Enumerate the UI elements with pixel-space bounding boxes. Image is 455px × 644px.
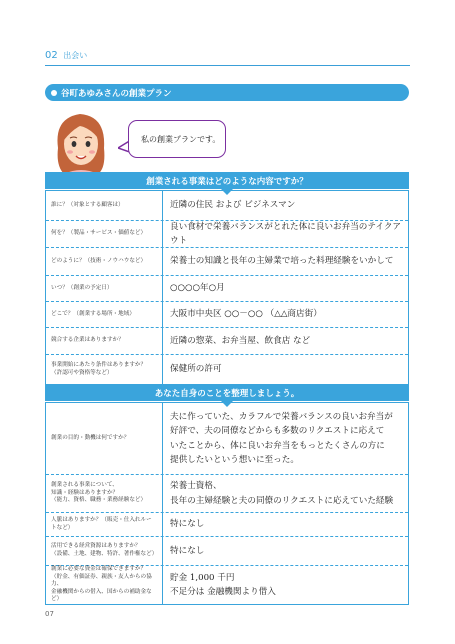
answer-line: 不足分は 金融機関より借入 xyxy=(170,587,276,597)
banner-business-content-label: 創業される事業はどのような内容ですか？ xyxy=(146,176,308,187)
table-row xyxy=(46,355,408,384)
question-note: （設備、土地、建物、特許、著作権など） xyxy=(51,551,158,557)
answer-line: 好評で、夫の同僚などからも多数のリクエストに応えて xyxy=(170,426,385,437)
answer-cell xyxy=(163,537,408,565)
banner-self-review xyxy=(45,384,409,401)
answer-text: 特になし xyxy=(170,519,205,530)
table-row xyxy=(46,221,408,248)
answer-text: 大阪市中央区 ○○－○○ （△△商店街） xyxy=(170,309,322,320)
question-text: 競合する企業はありますか？ xyxy=(51,337,124,344)
table-row xyxy=(46,248,408,276)
section-pill xyxy=(45,84,409,101)
answer-text: 近隣の惣菜、お弁当屋、飲食店 など xyxy=(170,335,311,346)
bullet-dot-icon xyxy=(51,90,57,96)
question-cell xyxy=(46,537,163,565)
question-cell xyxy=(46,403,163,474)
table-row xyxy=(46,537,408,566)
answer-cell xyxy=(163,328,408,354)
table-row xyxy=(46,328,408,355)
answer-cell xyxy=(163,475,408,512)
banner-business-content xyxy=(45,172,409,189)
question-cell xyxy=(46,276,163,301)
banner-self-review-label: あなた自身のことを整理しましょう。 xyxy=(154,388,300,399)
page-number: 07 xyxy=(45,610,54,618)
question-text: 事業開始にあたり条件はありますか？ xyxy=(51,361,147,368)
answer-line: 提供したいという想いに至った。 xyxy=(170,454,299,465)
chapter-number: 02 xyxy=(45,50,58,61)
answer-line: 貯金 1,000 千円 xyxy=(170,572,235,583)
answer-text: 近隣の住民 および ビジネスマン xyxy=(170,200,296,211)
question-cell xyxy=(46,191,163,220)
question-cell xyxy=(46,302,163,327)
question-text: 創業される事業について、 xyxy=(51,482,118,489)
woman-avatar-icon xyxy=(50,108,112,180)
section-pill-label: 谷町あゆみさんの創業プラン xyxy=(61,88,172,99)
answer-line: いたことから、体に良いお弁当をもっとたくさんの方に xyxy=(170,440,385,451)
question-note: （許認可や資格等など） xyxy=(51,369,113,376)
question-text: 創業に必要な資金は確保できますか？ xyxy=(51,566,147,573)
answer-text: 特になし xyxy=(170,545,205,556)
table-row xyxy=(46,302,408,328)
table-row xyxy=(46,276,408,302)
self-review-table xyxy=(45,402,409,605)
question-text: 創業の目的・動機は何ですか？ xyxy=(51,434,130,441)
question-text: 人脈はありますか？（販売・仕入れルートなど） xyxy=(51,516,152,531)
answer-text: 良い食材で栄養バランスがとれた体に良いお弁当のテイクアウト xyxy=(170,221,402,246)
question-note: （能力、資格、職務・業務経験など） xyxy=(51,497,147,504)
chapter-title: 出会い xyxy=(63,51,88,60)
table-row xyxy=(46,191,408,221)
question-text: どこで？（創業する場所・地域） xyxy=(51,310,135,317)
question-cell xyxy=(46,221,163,247)
header-rule xyxy=(45,65,410,66)
question-cell xyxy=(46,355,163,384)
question-text: 何を？（製品・サービス・価値など） xyxy=(51,230,147,237)
answer-text: 栄養士の知識と長年の主婦業で培った料理経験をいかして xyxy=(170,256,394,267)
question-text: 活用できる経営資源はありますか？ xyxy=(51,543,141,550)
answer-cell xyxy=(163,355,408,384)
page-header xyxy=(45,50,87,61)
question-cell xyxy=(46,328,163,354)
answer-cell xyxy=(163,276,408,301)
answer-cell xyxy=(163,221,408,247)
table-row xyxy=(46,566,408,604)
answer-cell xyxy=(163,403,408,474)
answer-line: 長年の主婦経験と夫の同僚のリクエストに応えていた経験 xyxy=(170,495,394,506)
question-text: どのように？（技術・ノウハウなど） xyxy=(51,257,147,264)
answer-cell xyxy=(163,248,408,275)
business-plan-table xyxy=(45,190,409,385)
answer-cell xyxy=(163,566,408,604)
answer-text: 保健所の許可 xyxy=(170,364,222,375)
answer-cell xyxy=(163,191,408,220)
answer-text: ○○○○年○月 xyxy=(170,283,225,294)
table-row xyxy=(46,403,408,475)
question-note: （貯金、有価証券、親族・友人からの協力、 xyxy=(51,573,152,588)
answer-line: 栄養士資格、 xyxy=(170,481,222,492)
table-row xyxy=(46,475,408,513)
answer-cell xyxy=(163,302,408,327)
question-cell xyxy=(46,513,163,536)
question-text: 誰に？（対象とする顧客は） xyxy=(51,201,124,208)
answer-line: 夫に作っていた、カラフルで栄養バランスの良いお弁当が xyxy=(170,412,393,423)
question-text: 知識・経験はありますか？ xyxy=(51,489,119,496)
answer-cell xyxy=(163,513,408,536)
speech-text: 私の創業プランです。 xyxy=(141,134,221,144)
question-cell xyxy=(46,475,163,512)
table-row xyxy=(46,513,408,537)
question-note: 金融機関からの借入、国からの補助金など） xyxy=(51,588,152,603)
question-cell xyxy=(46,566,163,604)
speech-bubble xyxy=(128,120,226,158)
question-text: いつ？（創業の予定日） xyxy=(51,284,113,291)
question-cell xyxy=(46,248,163,275)
